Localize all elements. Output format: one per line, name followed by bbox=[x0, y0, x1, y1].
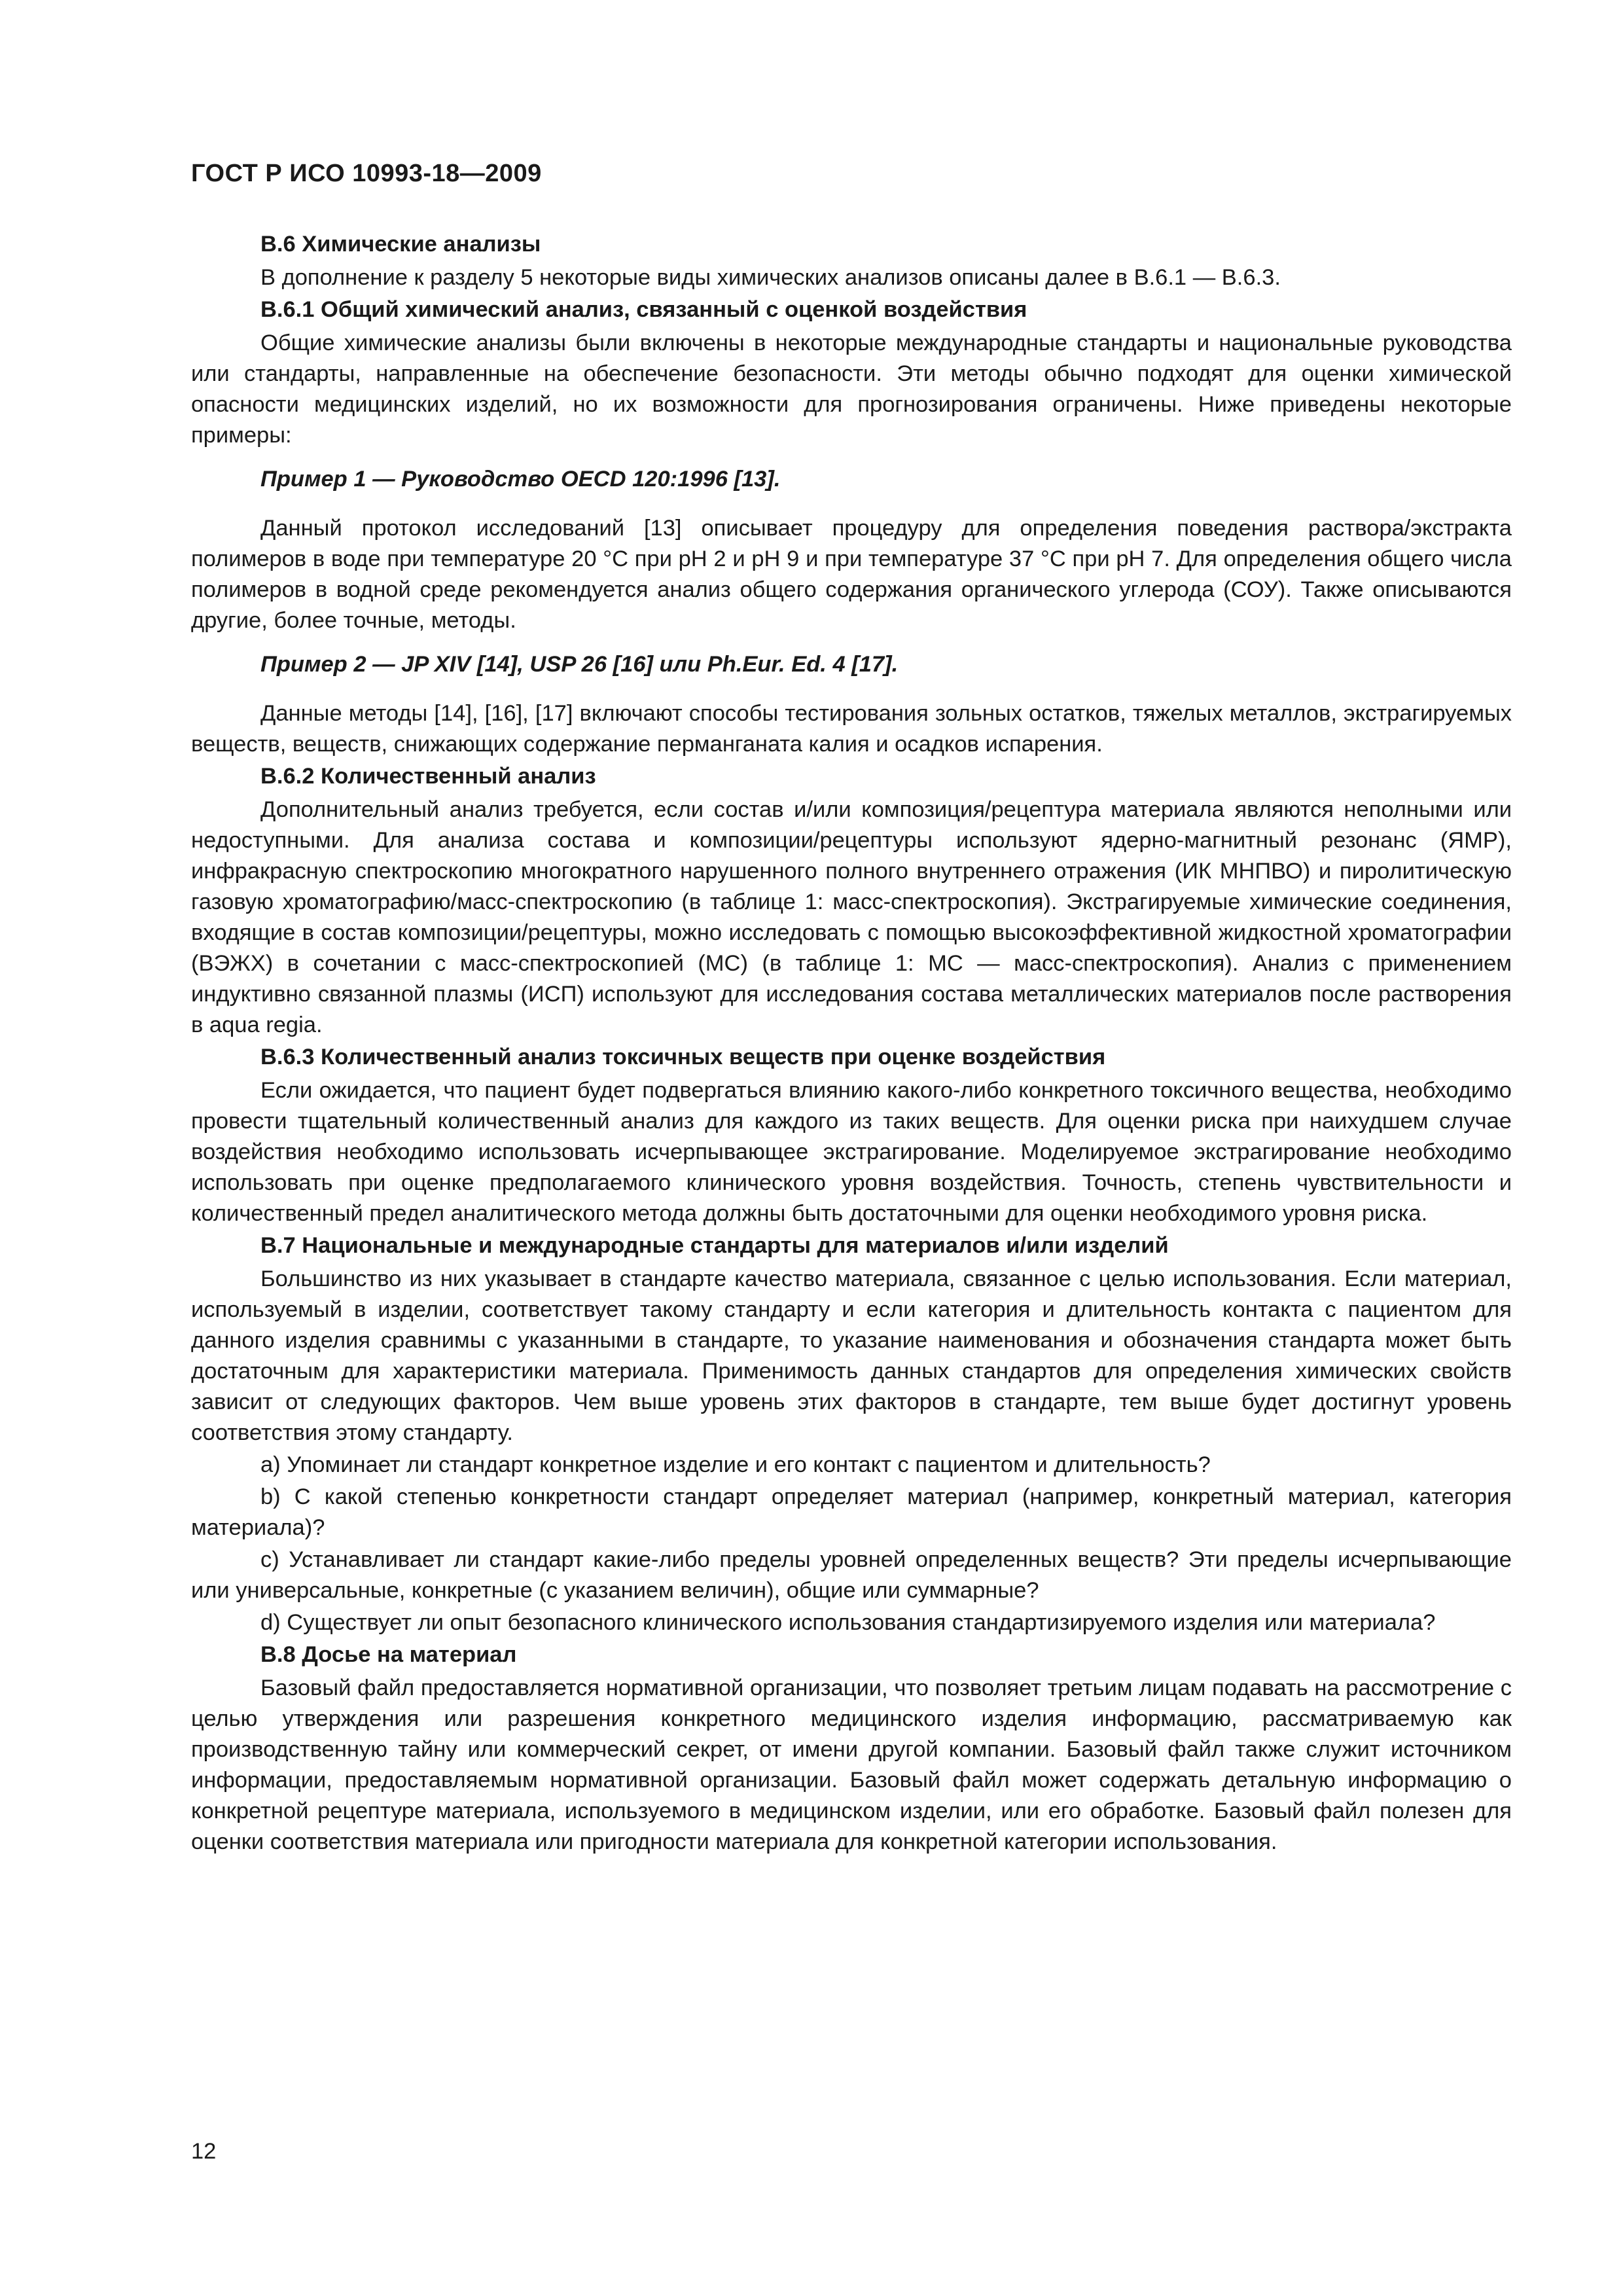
section-heading-b6-2: В.6.2 Количественный анализ bbox=[260, 764, 596, 789]
section-heading-b7: В.7 Национальные и международные стандарты для материалов и/или изделий bbox=[260, 1233, 1169, 1258]
paragraph-b6-intro: В дополнение к разделу 5 некоторые виды химических анализов описаны далее в В.6.1 — В.6.3. bbox=[260, 265, 1281, 290]
document-header: ГОСТ Р ИСО 10993-18—2009 bbox=[191, 160, 542, 187]
example-1-text: Данный протокол исследований [13] описывает процедуру для определения поведения раствора/экстракта полимеров в воде при температуре 20 °С при рН 2 и рН 9 и при температуре 37 °С при рН 7. Для определения общего числа полимеров в водной среде рекомендуется анализ общего содержания органического углерода (СОУ). Также описываются другие, более точные, методы. bbox=[191, 516, 1512, 633]
list-item-b7-b: b) С какой степенью конкретности стандарт определяет материал (например, конкретный материал, категория материала)? bbox=[191, 1484, 1512, 1540]
page-number: 12 bbox=[191, 2139, 217, 2164]
paragraph-b7: Большинство из них указывает в стандарте качество материала, связанное с целью использования. Если материал, используемый в изделии, соответствует такому стандарту и если категория и длительность контакта с пациентом для данного изделия сравнимы с указанными в стандарте, то указание наименования и обозначения стандарта может быть достаточным для характеристики материала. Применимость данных стандартов для определения химических свойств зависит от следующих факторов. Чем выше уровень этих факторов в стандарте, тем выше будет достигнут уровень соответствия этому стандарту. bbox=[191, 1266, 1512, 1445]
list-item-b7-d: d) Существует ли опыт безопасного клинического использования стандартизируемого изделия или материала? bbox=[260, 1610, 1436, 1635]
list-item-b7-c: c) Устанавливает ли стандарт какие-либо пределы уровней определенных веществ? Эти пределы исчерпывающие или универсальные, конкретные (с указанием величин), общие или суммарные? bbox=[191, 1547, 1512, 1603]
section-heading-b8: В.8 Досье на материал bbox=[260, 1642, 517, 1667]
section-heading-b6: В.6 Химические анализы bbox=[260, 232, 541, 257]
example-2-text: Данные методы [14], [16], [17] включают способы тестирования зольных остатков, тяжелых металлов, экстрагируемых веществ, веществ, снижающих содержание перманганата калия и осадков испарения. bbox=[191, 701, 1512, 757]
section-heading-b6-3: В.6.3 Количественный анализ токсичных веществ при оценке воздействия bbox=[260, 1045, 1106, 1069]
paragraph-b6-3: Если ожидается, что пациент будет подвергаться влиянию какого-либо конкретного токсичного вещества, необходимо провести тщательный количественный анализ для каждого из таких веществ. Для оценки риска при наихудшем случае воздействия необходимо использовать исчерпывающее экстрагирование. Моделируемое экстрагирование необходимо использовать при оценке предполагаемого клинического уровня воздействия. Точность, степень чувствительности и количественный предел аналитического метода должны быть достаточными для оценки необходимого уровня риска. bbox=[191, 1078, 1512, 1226]
document-body bbox=[191, 229, 1512, 1859]
paragraph-b6-2: Дополнительный анализ требуется, если состав и/или композиция/рецептура материала являются неполными или недоступными. Для анализа состава и композиции/рецептуры используют ядерно-магнитный резонанс (ЯМР), инфракрасную спектроскопию многократного нарушенного полного внутреннего отражения (ИК МНПВО) и пиролитическую газовую хроматографию/масс-спектроскопию (в таблице 1: масс-спектроскопия). Экстрагируемые химические соединения, входящие в состав композиции/рецептуры, можно исследовать с помощью высокоэффективной жидкостной хроматографии (ВЭЖХ) в сочетании с масс-спектроскопией (МС) (в таблице 1: МС — масс-спектроскопия). Анализ с применением индуктивно связанной плазмы (ИСП) используют для исследования состава металлических материалов после растворения в aqua regia. bbox=[191, 797, 1512, 1037]
section-heading-b6-1: В.6.1 Общий химический анализ, связанный с оценкой воздействия bbox=[260, 297, 1027, 322]
example-1-title: Пример 1 — Руководство OECD 120:1996 [13]. bbox=[260, 467, 781, 492]
list-item-b7-a: a) Упоминает ли стандарт конкретное изделие и его контакт с пациентом и длительность? bbox=[260, 1452, 1211, 1477]
paragraph-b8: Базовый файл предоставляется нормативной организации, что позволяет третьим лицам подавать на рассмотрение с целью утверждения или разрешения конкретного медицинского изделия информацию, рассматриваемую как производственную тайну или коммерческий секрет, от имени другой компании. Базовый файл также служит источником информации, предоставляемым нормативной организации. Базовый файл может содержать детальную информацию о конкретной рецептуре материала, используемого в медицинском изделии, или его обработке. Базовый файл полезен для оценки соответствия материала или пригодности материала для конкретной категории использования. bbox=[191, 1676, 1512, 1854]
example-2-title: Пример 2 — JP XIV [14], USP 26 [16] или Ph.Eur. Ed. 4 [17]. bbox=[260, 652, 899, 677]
paragraph-b6-1: Общие химические анализы были включены в некоторые международные стандарты и национальные руководства или стандарты, направленные на обеспечение безопасности. Эти методы обычно подходят для оценки химической опасности медицинских изделий, но их возможности для прогнозирования ограничены. Ниже приведены некоторые примеры: bbox=[191, 331, 1512, 448]
